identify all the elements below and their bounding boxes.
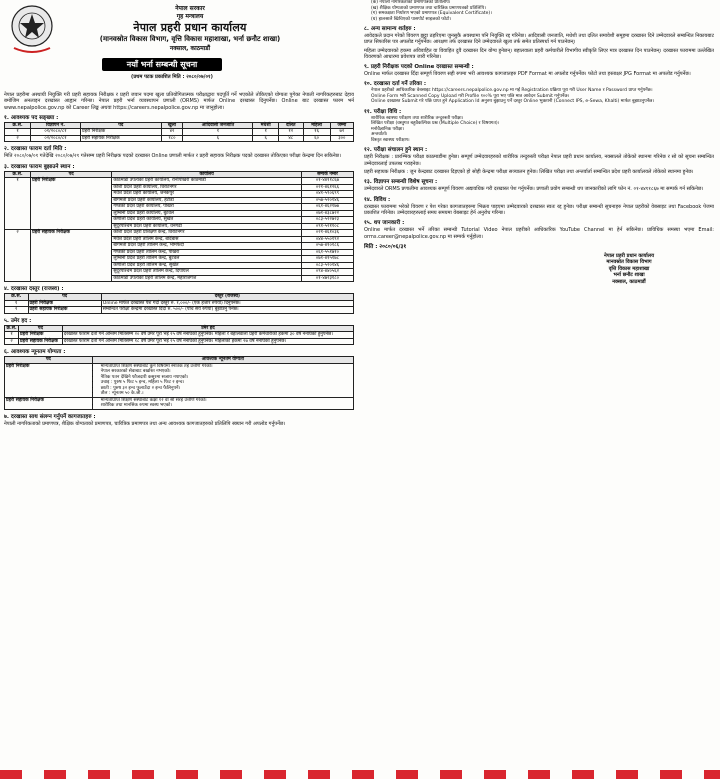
table-cell: ०२१-४६१०३६ [301,230,353,237]
table-cell: ६० [303,135,330,142]
table-cell: सम्बन्धित परीक्षा केन्द्रमा दरखास्त दिँदा रु. ५००/- (पाँच सय रुपैयाँ) बुझाउनु पर्नेछ। [101,307,353,314]
section-9-text: Online मार्फत दरखास्त दिँदा सम्पूर्ण विवरण सही रुपमा भरी आवश्यक कागजातहरु PDF Format मा अपलोड गर्नुपर्नेछ। फोटो तथा हस्ताक्षर JPG Format मा अपलोड गर्नुपर्नेछ। [364,71,691,78]
table-header: पद [31,171,112,178]
intro-paragraph: नेपाल प्रहरीमा अस्थायी नियुक्ति गरी प्रहरी सहायक निरीक्षक र प्रहरी जवान पदमा खुला प्रतियोगितात्मक परीक्षाद्वारा पदपूर्ति गर्ने भएकोले तोकिएको योग्यता पुगेका नेपाली नागरिकहरुबाट देहाय बमोजिम अनलाइन दरखास्त आह्वान गरिन्छ। नेपाल प्रहरी भर्ना व्यवस्थापन प्रणाली (ORMS) मार्फत Online दरखास्त दिनुपर्नेछ। Online बाट दरखास्त फारम भर्न www.nepalpolice.gov.np को Career लिङ्क अथवा https://careers.nepalpolice.gov.np मा जानुहोला। [4,92,354,111]
section-9-title: ९. प्रहरी निरीक्षक पदको Online दरखास्त सम्बन्धी : [364,64,474,71]
table-cell: १ [5,300,29,307]
section-11-title: ११. परीक्षा विधि : [364,108,402,115]
table-row [5,397,354,409]
table-header: खुला [161,122,183,129]
table-cell: लुम्बिनी प्रदेश प्रहरी कार्यालय, बुटवल [112,210,302,217]
table-cell: प्रहरी सहायक निरीक्षक [28,307,101,314]
table-cell: ०८३-५२२७२३ [301,217,353,224]
office-title: नेपाल प्रहरी प्रधान कार्यालय [133,21,247,34]
table-row [5,363,354,397]
notice-header [4,0,354,92]
section-2-title: २. दरखास्त फाराम दर्ता मिति : [4,146,67,153]
section-4-title: ४. दरखास्त दस्तुर (राजस्व) : [4,286,64,293]
table-cell: गण्डकी प्रदेश प्रहरी तालिम केन्द्र, पोखरा [112,249,302,256]
list-item: • नेपाल सरकारको सेवाबाट बर्खास्त नभएको। [101,369,352,375]
table-cell: ३०० [330,135,353,142]
right-column [364,0,714,770]
section-10-title: १०. दरखास्त दर्ता गर्ने तरिका : [364,81,427,88]
submission-offices-table [4,171,354,283]
table-cell: प्रहरी निरीक्षक [81,129,162,136]
ministry-label: गृह मन्त्रालय [176,13,204,20]
table-header: दलित [279,122,304,129]
exam-methods [364,116,714,144]
list-item: • मान्यताप्राप्त शिक्षण संस्थाबाट कक्षा १२ वा सो सरह उत्तीर्ण गरेको। [101,398,352,404]
table-header: पद [81,122,162,129]
table-cell: Online मार्फत दरखास्त पेश गर्दा दस्तुर रु. १,०००/- (एक हजार रुपैयाँ) दिनुपर्नेछ। [101,300,353,307]
notice-date: मिति : २०८०/०६/३१ [364,243,407,250]
table-cell: प्रहरी निरीक्षक [31,178,112,230]
table-header: कार्यालय [112,171,302,178]
table-cell: प्रहरी सहायक निरीक्षक [19,338,63,345]
qualification-table [4,356,354,410]
age-limit-table [4,325,354,346]
table-cell: २ [5,307,29,314]
table-header: आवश्यक न्यूनतम योग्यता [92,357,353,364]
section-14-text: दरखास्त फाराममा भरेको विवरण र पेश गरेका कागजातहरुमा भिन्नता पाइएमा उम्मेदवारको दरखास्त स्वतः रद्द हुनेछ। परीक्षा सम्बन्धी सूचनाहरु नेपाल प्रहरीको वेबसाइट तथा Facebook पेजमा प्रकाशित गरिनेछ। उम्मेदवारहरुलाई समय समयमा वेबसाइट हेर्न अनुरोध गरिन्छ। [364,203,714,216]
table-cell: ०१-४४११८६७ [301,178,353,185]
table-cell [92,363,353,397]
list-item: • (ख) शैक्षिक योग्यताको प्रमाणपत्र तथा चारित्रिक प्रमाणपत्रको प्रतिलिपि। [371,6,714,12]
office-address: नक्साल, काठमाडौं [169,45,211,52]
table-cell: ०१-४७२३१८० [301,275,353,282]
table-cell: १ [253,129,279,136]
table-cell: ०६१-४६२१७७ [301,204,353,211]
table-cell: लुम्बिनी प्रदेश प्रहरी तालिम केन्द्र, बुटवल [112,256,302,263]
nepal-emblem-icon [10,4,54,54]
section-6-title: ६. आवश्यक न्यूनतम योग्यता : [4,349,66,356]
table-cell: १ [5,178,31,230]
notice-title: नयाँ भर्ना सम्बन्धी सूचना [102,58,222,71]
section-7-text: नेपाली नागरिकताको प्रमाणपत्र, शैक्षिक योग्यताको प्रमाणपत्र, चारित्रिक प्रमाणपत्र तथा अन्य आवश्यक कागजातहरुको प्रतिलिपि स्क्यान गरी अपलोड गर्नुपर्नेछ। [4,420,286,427]
table-header: मधेशी [253,122,279,129]
table-cell: कोशी प्रदेश प्रहरी कार्यालय, विराटनगर [112,184,302,191]
left-column [4,0,354,770]
list-item: • उचाइ : पुरुष ५ फिट ५ इन्च, महिला ५ फिट २ इन्च। [101,380,352,386]
signature-line: नक्साल, काठमाडौं [612,278,646,285]
publish-date: (प्रथम पटक प्रकाशित मिति : २०८०/०७/०१) [131,74,213,80]
list-item: • (क) नेपाली नागरिकताको प्रमाणपत्रको प्रतिलिपि। [371,0,714,6]
list-item: • मनोवैज्ञानिक परीक्षा। [371,127,714,133]
qualification-list [94,364,352,397]
table-header: उमेर हद [62,325,353,332]
table-row [5,338,354,345]
table-cell: प्रहरी सहायक निरीक्षक [31,230,112,282]
table-header: दस्तुर (राजस्व) [101,294,353,301]
table-cell: काठमाडौं उपत्यका प्रहरी तालिम केन्द्र, महाराजगंज [112,275,302,282]
table-header: विज्ञापन नं. [31,122,81,129]
table-cell: ०२/२०८०/८१ [31,135,81,142]
table-cell: ०४४-५५०१९२ [301,236,353,243]
list-item: • शारीरिक तथा मानसिक रुपमा स्वस्थ भएको। [101,403,352,409]
list-item: • मान्यताप्राप्त शिक्षण संस्थाबाट कुनै विषयमा स्नातक तह उत्तीर्ण गरेको। [101,364,352,370]
list-item: • लिखित परीक्षा (वस्तुगत बहुवैकल्पिक प्रश्न (Multiple Choice) र विषयगत)। [371,121,714,127]
list-item: • अन्तर्वार्ता। [371,132,714,138]
section-12-asi: प्रहरी सहायक निरीक्षक : जुन केन्द्रबाट दरखास्त दिइएको हो सोही केन्द्रमा परीक्षा सञ्चालन हुनेछ। लिखित परीक्षा तथा अन्तर्वार्ता सम्बन्धित प्रदेश प्रहरी कार्यालयले तोकेको स्थानमा हुनेछ। [364,169,694,176]
section-14-title: १४. विविध : [364,196,391,203]
section-5-title: ५. उमेर हद : [4,317,32,324]
government-label: नेपाल सरकार [175,5,205,12]
table-cell: सुदूरपश्चिम प्रदेश प्रहरी कार्यालय, धनगढी [112,223,302,230]
table-cell: २ [5,230,31,282]
section-7-title: ७. दरखास्त साथ संलग्न गर्नुपर्ने कागजातहरु : [4,413,96,420]
list-item: • Online दरखास्त Submit गरे पछि प्राप्त हुने Application Id अनुरुप बुझाउनु पर्ने दस्तुर Online भुक्तानी (Connect IPS, e-Sewa, Khalti) मार्फत बुझाउनुपर्नेछ। [371,99,714,105]
section-13-title: १३. विज्ञापन सम्बन्धी विशेष सूचना : [364,179,438,186]
section-15-text: Online मार्फत दरखास्त भर्ने तरिका सम्बन्धी Tutorial Video नेपाल प्रहरीको आधिकारिक YouTube Channel मा हेर्न सकिनेछ। प्राविधिक समस्या भएमा Email: orms.career@nepalpolice.gov.np मा सम्पर्क गर्नुहोला। [364,227,714,240]
table-cell: दरखास्त फाराम दर्ता गर्ने अन्तिम मितिसम्म १८ वर्ष उमेर पूरा भई २५ वर्ष ननाघेको हुनुपर्नेछ। महिलाको हकमा २७ वर्ष ननाघेको हुनुपर्नेछ। [62,338,353,345]
table-cell: ०४१-५९०६९९ [301,191,353,198]
section-8-title: ८. अन्य सामान्य शर्तहरु : [364,26,416,32]
list-item: • नैतिक पतन देखिने फौजदारी कसूरमा सजाय नपाएको। [101,375,352,381]
table-header: सम्पर्क नम्बर [301,171,353,178]
table-cell: ०७१-४१५१७८ [301,256,353,263]
table-header: पद [28,294,101,301]
table-cell: १२ [279,129,304,136]
table-cell: ४८ [279,135,304,142]
table-header: पद [19,325,63,332]
table-cell: प्रहरी सहायक निरीक्षक [81,135,162,142]
table-cell: गण्डकी प्रदेश प्रहरी कार्यालय, पोखरा [112,204,302,211]
table-header: क्र.सं. [5,294,29,301]
table-header: पद [5,357,93,364]
section-1-title: १. आवश्यक पद सङ्ख्या : [4,114,59,121]
fee-table [4,293,354,314]
table-cell: ४२ [161,129,183,136]
table-cell: ०७१-४३८७२२ [301,210,353,217]
section-3-title: ३. दरखास्त फाराम बुझाउने स्थान : [4,163,75,170]
registration-steps [364,88,714,105]
list-item: • शारीरिक स्वास्थ्य परीक्षण तथा शारीरिक तन्दुरुस्ती परीक्षा। [371,116,714,122]
section-8-text: आवेदकले प्रदान गरेको विवरण झुट्टा ठहरिएमा जुनसुकै अवस्थामा पनि नियुक्ति रद्द गरिनेछ। आदिवासी जनजाति, मधेशी तथा दलित समावेशी समूहमा दरखास्त दिने उम्मेदवारले सम्बन्धित निकायबाट प्राप्त सिफारिस पत्र अपलोड गर्नुपर्नेछ। आरक्षण तर्फ दरखास्त दिने उम्मेदवारले खुला तर्फ समेत प्रतिस्पर्धा गर्न पाउनेछन्। [364,33,714,46]
list-item: • छाती : पुरुष ३२ इन्च फुलाउँदा २ इन्च फैलिनुपर्ने। [101,386,352,392]
list-item: • विस्तृत स्वास्थ्य परीक्षण। [371,138,714,144]
posts-table [4,122,354,143]
table-cell: प्रहरी निरीक्षक [5,363,93,397]
section-12-inspector: प्रहरी निरीक्षक : प्रारम्भिक परीक्षा काठमाडौंमा हुनेछ। सम्पूर्ण उम्मेदवारहरुको शारीरिक तन्दुरुस्ती परीक्षा नेपाल प्रहरी प्रधान कार्यालय, नक्सालले तोकेको स्थानमा गरिनेछ र सो को सूचना सम्बन्धित उम्मेदवारलाई उपलब्ध गराइनेछ। [364,154,714,167]
table-cell: कर्णाली प्रदेश प्रहरी कार्यालय, सुर्खेत [112,217,302,224]
table-cell: कोशी प्रदेश प्रहरी प्रशिक्षण केन्द्र, विराटनगर [112,230,302,237]
table-cell [92,397,353,409]
table-cell: ७२ [330,129,353,136]
decorative-border [0,770,720,779]
signature-block [554,253,704,286]
table-cell: १ [5,332,19,339]
table-cell: ०८३-५२०१४६ [301,262,353,269]
table-cell: दरखास्त फाराम दर्ता गर्ने अन्तिम मितिसम्म २० वर्ष उमेर पूरा भई २५ वर्ष ननाघेको हुनुपर्नेछ। महिला र बहालवाला प्रहरी कर्मचारीको हकमा ३० वर्ष ननाघेको हुनुपर्नेछ। [62,332,353,339]
list-item: • (घ) हालसालै खिचिएको पासपोर्ट साइजको फोटो। [371,17,714,23]
table-cell: प्रहरी सहायक निरीक्षक [5,397,93,409]
table-header: क्र.सं. [5,122,31,129]
table-cell: बागमती प्रदेश प्रहरी कार्यालय, हेटौंडा [112,197,302,204]
table-header: क्र.सं. [6,325,17,331]
department-label: (मानवस्रोत विकास विभाग, वृत्ति विकास महाशाखा, भर्ना छनौट शाखा) [99,35,281,43]
table-cell: ०९१-५२११०८ [301,223,353,230]
list-item: • तौल : न्यूनतम ५० के.जी.। [101,391,352,397]
table-cell: सुदूरपश्चिम प्रदेश प्रहरी तालिम केन्द्र, दिपायल [112,269,302,276]
signature-line: वृत्ति विकास महाशाखा [608,265,650,272]
table-row [5,135,354,142]
table-cell: काठमाडौं उपत्यका प्रहरी कार्यालय, रानीपोखरी काठमाडौं [112,178,302,185]
signature-line: भर्ना छनौट शाखा [613,272,645,279]
section-8-more: महिला उम्मेदवारको हकमा अविवाहित वा विवाहित दुवै दरखास्त दिन योग्य हुनेछन्। बहालवाला प्रहरी कर्मचारीले विभागीय स्वीकृति लिएर मात्र दरखास्त दिन पाउनेछन्। दरखास्त फाराममा उल्लेखित विवरणको आधारमा प्रवेशपत्र जारी गरिनेछ। [364,47,714,60]
table-cell: १६ [303,129,330,136]
table-cell: ०५७-५२०१४६ [301,197,353,204]
document-list [364,0,714,22]
table-cell: १८० [161,135,183,142]
list-item: • Online Form भरी Scanned Copy Upload गरी Profile १००% पूरा भए पछि मात्र आवेदन Submit गर्नुपर्नेछ। [371,94,714,100]
table-cell: १ [183,129,253,136]
table-cell: २ [5,135,31,142]
table-cell: ०५७-४१०१८६ [301,243,353,250]
table-cell: प्रहरी निरीक्षक [19,332,63,339]
list-item: • नेपाल प्रहरीको आधिकारिक वेबसाइट https://careers.nepalpolice.gov.np मा गई Registration प्रक्रिया पूरा गरी User Name र Password प्राप्त गर्नुपर्नेछ। [371,88,714,94]
section-15-title: १५. थप जानकारी : [364,220,405,227]
table-header: क्र.सं. [5,171,31,178]
table-header: महिला [303,122,330,129]
table-cell: ६ [253,135,279,142]
table-header: आदिवासी जनजाति [183,122,253,129]
qualification-list [94,398,352,409]
signature-line: मानवस्रोत विकास विभाग [606,259,652,266]
table-cell: बागमती प्रदेश प्रहरी तालिम केन्द्र, भीमफेदी [112,243,302,250]
table-cell: १ [5,129,31,136]
table-cell: ०६१-५५१७१० [301,249,353,256]
table-cell: ६ [183,135,253,142]
table-cell: मधेश प्रदेश प्रहरी कार्यालय, जनकपुर [112,191,302,198]
section-12-title: १२. परीक्षा संचालन हुने स्थान : [364,147,428,154]
table-cell: प्रहरी निरीक्षक [28,300,101,307]
signature-line: नेपाल प्रहरी प्रधान कार्यालय [604,252,654,259]
table-cell: कर्णाली प्रदेश प्रहरी तालिम केन्द्र, सुर्खेत [112,262,302,269]
list-item: • (ग) समकक्षता निर्धारण भएको प्रमाणपत्र (Equivalent Certificate)। [371,11,714,17]
table-cell: २ [5,338,19,345]
table-header: जम्मा [330,122,353,129]
table-cell: ०२१-४६१२६६ [301,184,353,191]
section-13-text: उम्मेदवारले ORMS प्रणालीमा आवश्यक सम्पूर्ण विवरण अद्यावधिक गरी दरखास्त पेश गर्नुपर्नेछ। प्रणाली प्रयोग सम्बन्धी थप जानकारीको लागि फोन नं. ०१-४४११८६७ मा सम्पर्क गर्न सकिनेछ। [364,186,704,193]
table-cell: मधेश प्रदेश प्रहरी तालिम केन्द्र, बर्दिबास [112,236,302,243]
table-row [5,307,354,314]
table-cell: ०९४-४४०५६२ [301,269,353,276]
section-2-text: मिति २०८०/०७/०१ गतेदेखि २०८०/०७/२१ गतेसम्म प्रहरी निरीक्षक पदको दरखास्त Online प्रणाली मार्फत र प्रहरी सहायक निरीक्षक पदको दरखास्त तोकिएका परीक्षा केन्द्रमा दिन सकिनेछ। [4,153,341,160]
table-cell: ०१/२०८०/८१ [31,129,81,136]
